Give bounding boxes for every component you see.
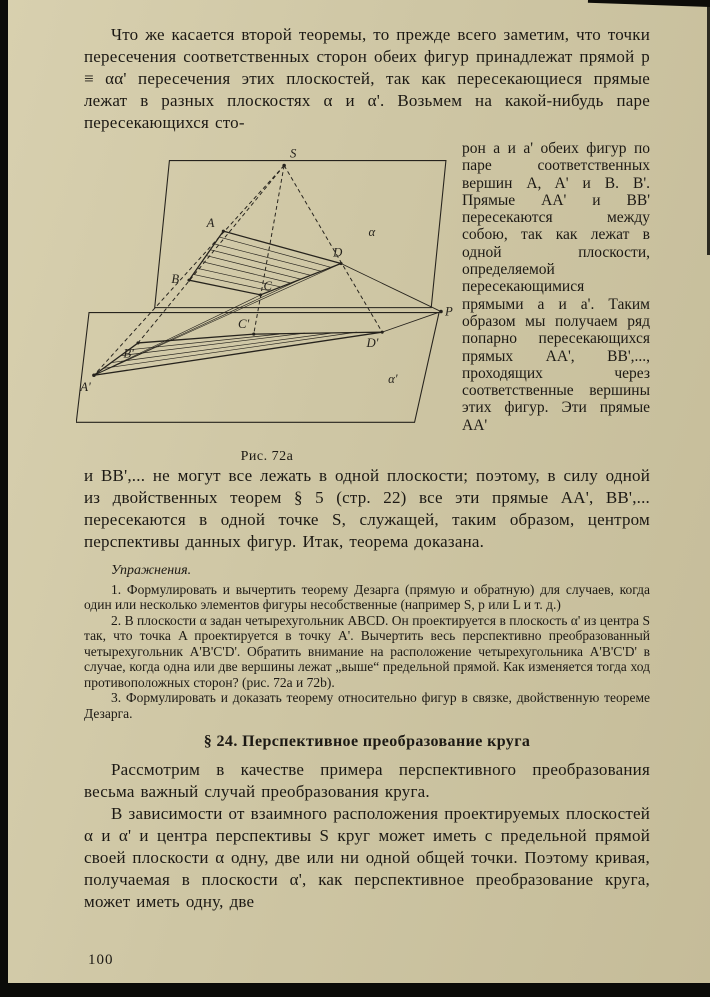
exercise-item-1: 1. Формулировать и вычертить теорему Дезарга (прямую и обратную) для случаев, когда один или несколько элементов фигуры несобственные (например S, p или L и т. д.) <box>84 581 650 612</box>
point-s <box>282 164 286 168</box>
point-p <box>439 310 443 314</box>
line-d-to-p <box>341 264 441 312</box>
label-c: C <box>263 278 273 293</box>
figure-and-sidetext-row <box>80 138 650 465</box>
point-b-prime <box>136 341 139 344</box>
page-number: 100 <box>88 952 114 968</box>
label-b: B <box>171 272 180 287</box>
point-d <box>339 262 342 265</box>
scan-corner-top-right <box>588 0 710 7</box>
exercise-item-3: 3. Формулировать и доказать теорему относительно фигур в связке, двойственную теореме Дезарга. <box>84 690 650 721</box>
figure-72a-diagram <box>76 138 456 440</box>
plane-alpha-outline <box>155 161 446 308</box>
label-c-prime: C' <box>238 317 250 332</box>
line-d-prime-to-p <box>382 312 441 333</box>
label-alpha-prime: α' <box>388 372 398 387</box>
label-b-prime: B' <box>123 346 134 361</box>
label-d-prime: D' <box>366 335 379 350</box>
paragraph-intro: Что же касается второй теоремы, то прежде всего заметим, что точки пересечения соответственных сторон обеих фигур принадлежат прямой p ≡ αα' пересечения этих плоскостей, так как пересекающиеся прямые лежат в разных плоскостях α и α'. Возьмем на какой-нибудь паре пересекающихся сто- <box>84 25 650 132</box>
point-c <box>259 293 262 296</box>
exercises-block <box>84 563 650 721</box>
plane-alpha-prime-outline <box>76 313 439 423</box>
paragraph-section-1: Рассмотрим в качестве примера перспективного преобразования весьма важный случай преобразования круга. <box>84 760 650 801</box>
exercises-heading: Упражнения. <box>111 563 192 578</box>
label-alpha: α <box>368 225 376 240</box>
paragraph-side-column: рон a и a' обеих фигур по паре соответственных вершин A, A' и B. B'. Прямые AA' и BB' пересекаются между собою, так как лежат в одной плоскости, определяемой пересекающимися прямыми a и a'. Таким образом мы получаем ряд попарно пересекающихся прямых AA', BB',..., проходящих через соответственные вершины этих фигур. Эти прямые AA' <box>462 140 650 434</box>
scan-edge-left <box>0 0 8 997</box>
hatching-lower-quad <box>103 332 357 368</box>
paragraph-after-figure: и BB',... не могут все лежать в одной плоскости; поэтому, в силу одной из двойственных теорем § 5 (стр. 22) все эти прямые AA', BB',... пересекаются в одной точке S, служащей, таким образом, центром перспективы данных фигур. Итак, теорема доказана. <box>84 466 650 551</box>
paragraph-section-2: В зависимости от взаимного расположения проектируемых плоскостей α и α' и центра перспективы S круг может иметь с предельной прямой своей плоскости α одну, две или ни одной общей точки. Поэтому кривая, получаемая в плоскости α', как перспективное преобразование круга, может иметь одну, две <box>84 804 650 911</box>
label-a-prime: A' <box>80 379 91 394</box>
scan-edge-bottom <box>0 983 710 997</box>
point-a-prime <box>92 374 96 378</box>
point-b <box>187 279 190 282</box>
label-d: D <box>333 245 343 260</box>
point-a <box>222 230 225 233</box>
point-d-prime <box>381 331 384 334</box>
text-block <box>80 24 650 913</box>
ray-s-c-prime <box>254 165 284 334</box>
figure-caption: Рис. 72а <box>240 449 294 464</box>
section-24-heading: § 24. Перспективное преобразование круга <box>203 733 531 750</box>
point-c-prime <box>252 333 255 336</box>
figure-72a <box>76 138 458 465</box>
label-p: P <box>444 304 453 319</box>
label-s: S <box>290 146 297 161</box>
fan-a-prime-cd <box>94 279 301 375</box>
label-a: A <box>206 216 215 231</box>
exercise-item-2: 2. В плоскости α задан четырехугольник ABCD. Он проектируется в плоскость α' из центра S так, что точка A проектируется в точку A'. Вычертить весь перспективно преобразованный четырехугольник A'B'C'D'. Обратить внимание на расположение четырехугольника A'B'C'D' в случае, когда одна или две вершины лежат „выше“ предельной прямой. Как изменяется тогда ход противоположных сторон? (рис. 72а и 72b). <box>84 612 650 690</box>
